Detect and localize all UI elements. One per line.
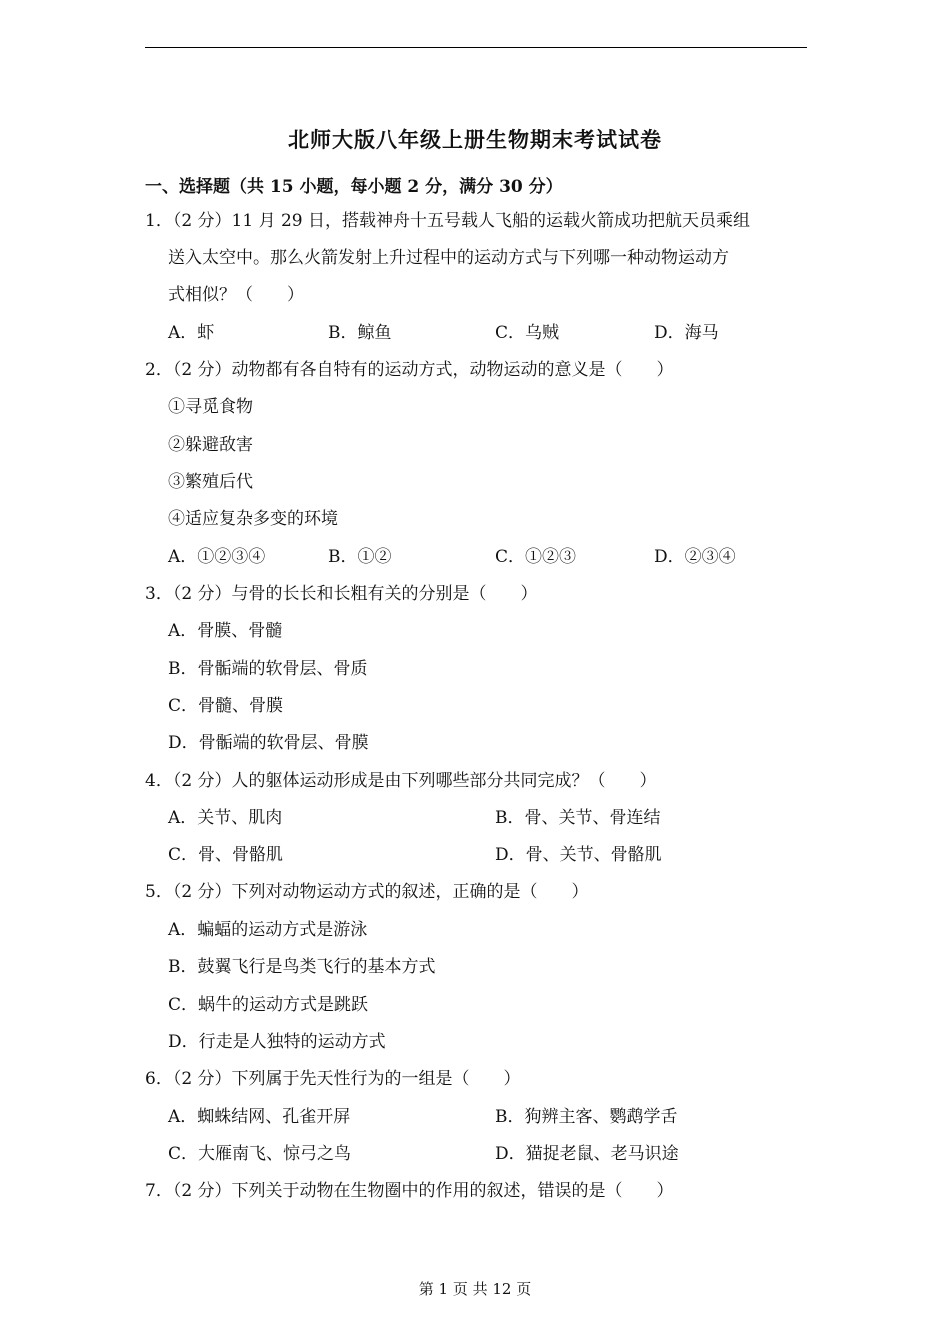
- question-6-stem: 6．（2 分）下列属于先天性行为的一组是（ ）: [145, 1069, 521, 1089]
- question-3-stem: 3．（2 分）与骨的长长和长粗有关的分别是（ ）: [145, 584, 538, 604]
- question-1-stem-line-1: 1．（2 分）11 月 29 日，搭载神舟十五号载人飞船的运载火箭成功把航天员乘组: [145, 211, 751, 231]
- question-2-option-b: B．①②: [328, 547, 392, 567]
- question-4-stem: 4．（2 分）人的躯体运动形成是由下列哪些部分共同完成？（ ）: [145, 771, 657, 791]
- header-rule: [145, 47, 807, 48]
- question-1-option-a: A．虾: [168, 323, 215, 343]
- question-4-option-d: D．骨、关节、骨骼肌: [495, 845, 662, 865]
- question-2-item-1: ①寻觅食物: [168, 397, 253, 417]
- question-2-option-c: C．①②③: [495, 547, 577, 567]
- question-3-option-a: A．骨膜、骨髓: [168, 621, 283, 641]
- question-5-option-b: B．鼓翼飞行是鸟类飞行的基本方式: [168, 957, 436, 977]
- question-1-option-b: B．鲸鱼: [328, 323, 392, 343]
- question-5-option-c: C．蜗牛的运动方式是跳跃: [168, 995, 369, 1015]
- page-title: 北师大版八年级上册生物期末考试试卷: [288, 127, 662, 152]
- question-3-option-c: C．骨髓、骨膜: [168, 696, 284, 716]
- question-4-option-c: C．骨、骨骼肌: [168, 845, 284, 865]
- question-5-option-d: D．行走是人独特的运动方式: [168, 1032, 386, 1052]
- question-1-option-c: C．乌贼: [495, 323, 560, 343]
- question-6-option-a: A．蜘蛛结网、孔雀开屏: [168, 1107, 351, 1127]
- question-1-stem-line-3: 式相似？（ ）: [168, 285, 304, 305]
- section-heading: 一、选择题（共 15 小题，每小题 2 分，满分 30 分）: [145, 177, 563, 197]
- question-5-option-a: A．蝙蝠的运动方式是游泳: [168, 920, 368, 940]
- question-5-stem: 5．（2 分）下列对动物运动方式的叙述，正确的是（ ）: [145, 882, 589, 902]
- question-1-option-d: D．海马: [654, 323, 719, 343]
- question-6-option-c: C．大雁南飞、惊弓之鸟: [168, 1144, 352, 1164]
- question-6-option-b: B．狗辨主客、鹦鹉学舌: [495, 1107, 678, 1127]
- question-7-stem: 7．（2 分）下列关于动物在生物圈中的作用的叙述，错误的是（ ）: [145, 1181, 674, 1201]
- question-2-item-2: ②躲避敌害: [168, 435, 253, 455]
- question-3-option-b: B．骨骺端的软骨层、骨质: [168, 659, 368, 679]
- question-2-stem: 2．（2 分）动物都有各自特有的运动方式，动物运动的意义是（ ）: [145, 360, 674, 380]
- page-footer: 第 1 页 共 12 页: [418, 1280, 532, 1298]
- question-2-option-a: A．①②③④: [168, 547, 266, 567]
- question-2-item-3: ③繁殖后代: [168, 472, 253, 492]
- question-3-option-d: D．骨骺端的软骨层、骨膜: [168, 733, 369, 753]
- question-2-option-d: D．②③④: [654, 547, 736, 567]
- question-4-option-b: B．骨、关节、骨连结: [495, 808, 661, 828]
- question-6-option-d: D．猫捉老鼠、老马识途: [495, 1144, 679, 1164]
- question-4-option-a: A．关节、肌肉: [168, 808, 283, 828]
- question-2-item-4: ④适应复杂多变的环境: [168, 509, 338, 529]
- question-1-stem-line-2: 送入太空中。那么火箭发射上升过程中的运动方式与下列哪一种动物运动方: [168, 248, 729, 268]
